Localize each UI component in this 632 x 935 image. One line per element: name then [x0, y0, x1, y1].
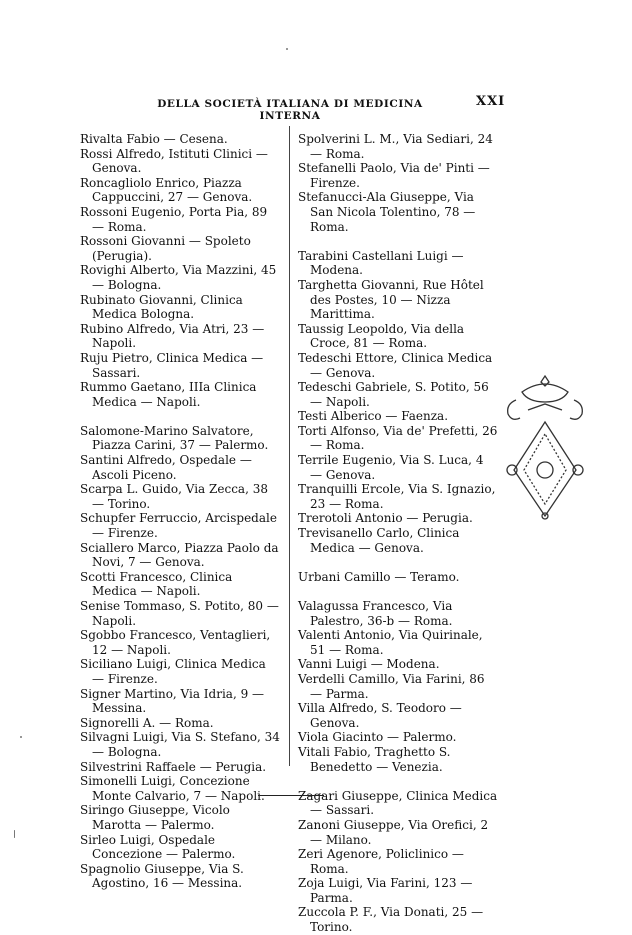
member-entry: Rubinato Giovanni, Clinica Medica Bologna. [80, 292, 243, 322]
member-entry: Scarpa L. Guido, Via Zecca, 38 — Torino. [80, 482, 268, 511]
member-entry: Rivalta Fabio — Cesena. [80, 132, 228, 146]
member-entry: Stefanucci-Ala Giuseppe, Via San Nicola Tolentino, 78 — Roma. [298, 190, 476, 234]
member-entry: Zeri Agenore, Policlinico — Roma. [298, 847, 464, 876]
member-entry: Valagussa Francesco, Via Palestro, 36-b — Roma. [298, 599, 453, 628]
member-entry: Siringo Giuseppe, Vicolo Marotta — Palermo. [80, 803, 230, 832]
member-entry: Silvagni Luigi, Via S. Stefano, 34 — Bologna. [80, 730, 280, 759]
member-entry: Scotti Francesco, Clinica Medica — Napoli. [80, 569, 233, 599]
member-entry: Ruju Pietro, Clinica Medica — Sassari. [80, 350, 264, 380]
right-column [298, 132, 498, 935]
member-entry: Rossoni Giovanni — Spoleto (Perugia). [80, 234, 251, 263]
speck [14, 830, 15, 838]
member-entry: Taussig Leopoldo, Via della Croce, 81 — Roma. [298, 321, 465, 351]
member-entry: Trerotoli Antonio — Perugia. [298, 511, 473, 526]
running-title: DELLA SOCIETÀ ITALIANA DI MEDICINA INTERNA [157, 98, 423, 122]
member-entry: Verdelli Camillo, Via Farini, 86 — Parma. [298, 671, 485, 701]
member-entry: Terrile Eugenio, Via S. Luca, 4 — Genova. [298, 453, 484, 482]
member-entry: Tedeschi Gabriele, S. Potito, 56 — Napoli. [298, 380, 489, 409]
member-entry: Roncagliolo Enrico, Piazza Cappuccini, 27 — Genova. [80, 175, 253, 205]
member-entry: Sgobbo Francesco, Ventaglieri, 12 — Napoli. [80, 628, 271, 657]
member-entry: Rossoni Eugenio, Porta Pia, 89 — Roma. [80, 204, 268, 234]
member-entry: Siciliano Luigi, Clinica Medica — Firenze. [80, 657, 266, 686]
member-entry: Villa Alfredo, S. Teodoro — Genova. [298, 701, 462, 730]
member-entry: Zagari Giuseppe, Clinica Medica — Sassari. [298, 788, 498, 818]
member-entry: Signer Martino, Via Idria, 9 — Messina. [80, 686, 265, 716]
member-entry: Zoja Luigi, Via Farini, 123 — Parma. [298, 876, 473, 905]
member-entry: Rummo Gaetano, IIIa Clinica Medica — Napoli. [80, 380, 257, 409]
left-column [80, 132, 280, 891]
member-entry: Vanni Luigi — Modena. [298, 657, 440, 672]
member-entry: Salomone-Marino Salvatore, Piazza Carini, 37 — Palermo. [80, 423, 269, 453]
member-entry: Signorelli A. — Roma. [80, 715, 214, 730]
member-entry: Urbani Camillo — Teramo. [298, 569, 460, 584]
member-entry: Schupfer Ferruccio, Arcispedale — Firenze. [80, 511, 277, 541]
member-entry: Torti Alfonso, Via de' Prefetti, 26 — Roma. [298, 423, 498, 453]
member-entry: Valenti Antonio, Via Quirinale, 51 — Roma. [298, 628, 483, 657]
member-entry: Sciallero Marco, Piazza Paolo da Novi, 7 — Genova. [80, 540, 279, 570]
page-number: XXI [476, 94, 506, 109]
member-entry: Stefanelli Paolo, Via de' Pinti — Firenze. [298, 161, 490, 190]
member-entry: Sirleo Luigi, Ospedale Concezione — Palermo. [80, 832, 236, 862]
speck [286, 48, 288, 50]
member-entry: Spolverini L. M., Via Sediari, 24 — Roma. [298, 132, 493, 161]
member-entry: Rossi Alfredo, Istituti Clinici — Genova. [80, 146, 268, 176]
member-entry: Rubino Alfredo, Via Atri, 23 — Napoli. [80, 321, 265, 351]
member-entry: Senise Tommaso, S. Potito, 80 — Napoli. [80, 599, 279, 628]
member-entry: Spagnolio Giuseppe, Via S. Agostino, 16 — Messina. [80, 861, 244, 891]
member-entry: Zanoni Giuseppe, Via Orefici, 2 — Milano. [298, 817, 489, 847]
member-entry: Tranquilli Ercole, Via S. Ignazio, 23 — Roma. [298, 482, 496, 511]
library-stamp-icon [502, 370, 588, 520]
member-entry: Rovighi Alberto, Via Mazzini, 45 — Bologna. [80, 263, 277, 292]
member-entry: Silvestrini Raffaele — Perugia. [80, 759, 267, 774]
member-entry: Testi Alberico — Faenza. [298, 409, 449, 424]
member-entry: Viola Giacinto — Palermo. [298, 730, 457, 745]
speck [20, 736, 22, 738]
column-divider [289, 126, 290, 766]
member-entry: Zuccola P. F., Via Donati, 25 — Torino. [298, 905, 484, 935]
member-entry: Vitali Fabio, Traghetto S. Benedetto — Venezia. [298, 744, 451, 774]
member-entry: Santini Alfredo, Ospedale — Ascoli Piceno. [80, 453, 252, 482]
member-entry: Trevisanello Carlo, Clinica Medica — Genova. [298, 526, 460, 555]
member-entry: Tedeschi Ettore, Clinica Medica — Genova. [298, 350, 493, 380]
footer-rule [258, 795, 324, 796]
member-entry: Tarabini Castellani Luigi — Modena. [298, 248, 464, 278]
member-entry: Targhetta Giovanni, Rue Hôtel des Postes, 10 — Nizza Marittima. [298, 277, 484, 322]
member-entry: Simonelli Luigi, Concezione Monte Calvario, 7 — Napoli. [80, 774, 265, 803]
